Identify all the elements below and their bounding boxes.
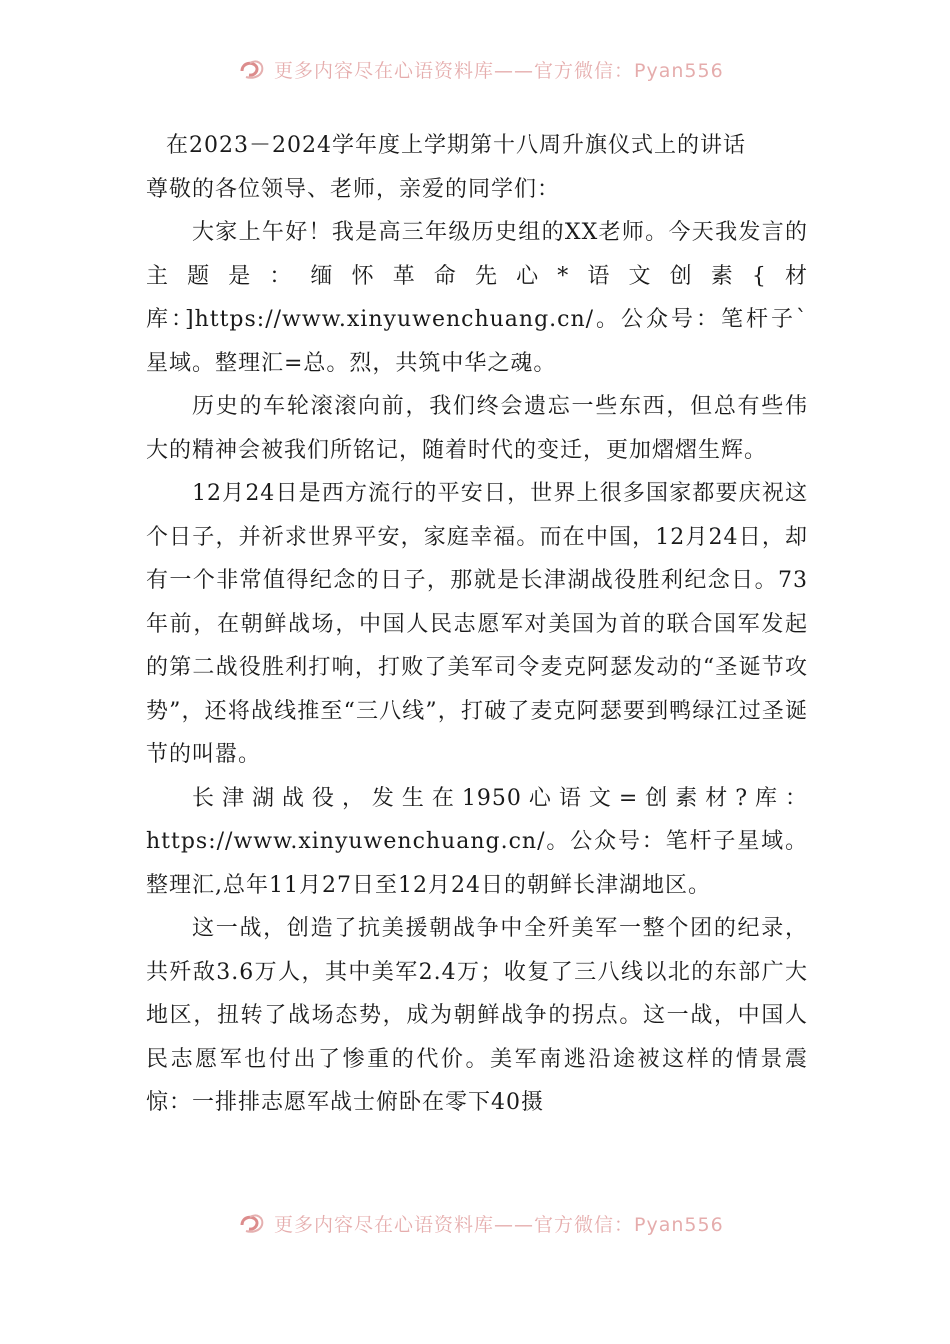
header-watermark-text: 更多内容尽在心语资料库——官方微信：Pyan556 [274,59,724,82]
paragraph-4: 长津湖战役，发生在1950心语文=创素材?库：https://www.xinyuwenchuang.cn/。公众号：笔杆子星域。整理汇,总年11月27日至12月24日的朝鲜长津湖地区。 [146,785,808,898]
footer-watermark-text: 更多内容尽在心语资料库——官方微信：Pyan556 [274,1213,724,1236]
paragraph-2: 历史的车轮滚滚向前，我们终会遗忘一些东西，但总有些伟大的精神会被我们所铭记，随着时代的变迁，更加熠熠生辉。 [146,394,808,463]
footer-watermark [238,1210,758,1236]
logo-icon [238,57,266,81]
salutation: 尊敬的各位领导、老师，亲爱的同学们： [146,176,561,202]
header-watermark [238,56,758,82]
paragraph-3: 12月24日是西方流行的平安日，世界上很多国家都要庆祝这个日子，并祈求世界平安，家庭幸福。而在中国，12月24日，却有一个非常值得纪念的日子，那就是长津湖战役胜利纪念日。73年前，在朝鲜战场，中国人民志愿军对美国为首的联合国军发起的第二战役胜利打响，打败了美军司令麦克阿瑟发动的“圣诞节攻势”，还将战线推至“三八线”，打破了麦克阿瑟要到鸭绿江过圣诞节的叫嚣。 [146,481,808,767]
document-body [146,124,808,1125]
paragraph-5: 这一战，创造了抗美援朝战争中全歼美军一整个团的纪录，共歼敌3.6万人，其中美军2.4万；收复了三八线以北的东部广大地区，扭转了战场态势，成为朝鲜战争的拐点。这一战，中国人民志愿军也付出了惨重的代价。美军南逃沿途被这样的情景震惊：一排排志愿军战士俯卧在零下40摄 [146,916,808,1115]
speech-title: 在2023－2024学年度上学期第十八周升旗仪式上的讲话 [166,133,746,158]
logo-icon [238,1211,266,1235]
paragraph-1: 大家上午好！我是高三年级历史组的XX老师。今天我发言的主题是：缅怀革命先心*语文创素{材库：]https://www.xinyuwenchuang.cn/。公众号：笔杆子`星域。整理汇=总。烈，共筑中华之魂。 [146,220,808,376]
